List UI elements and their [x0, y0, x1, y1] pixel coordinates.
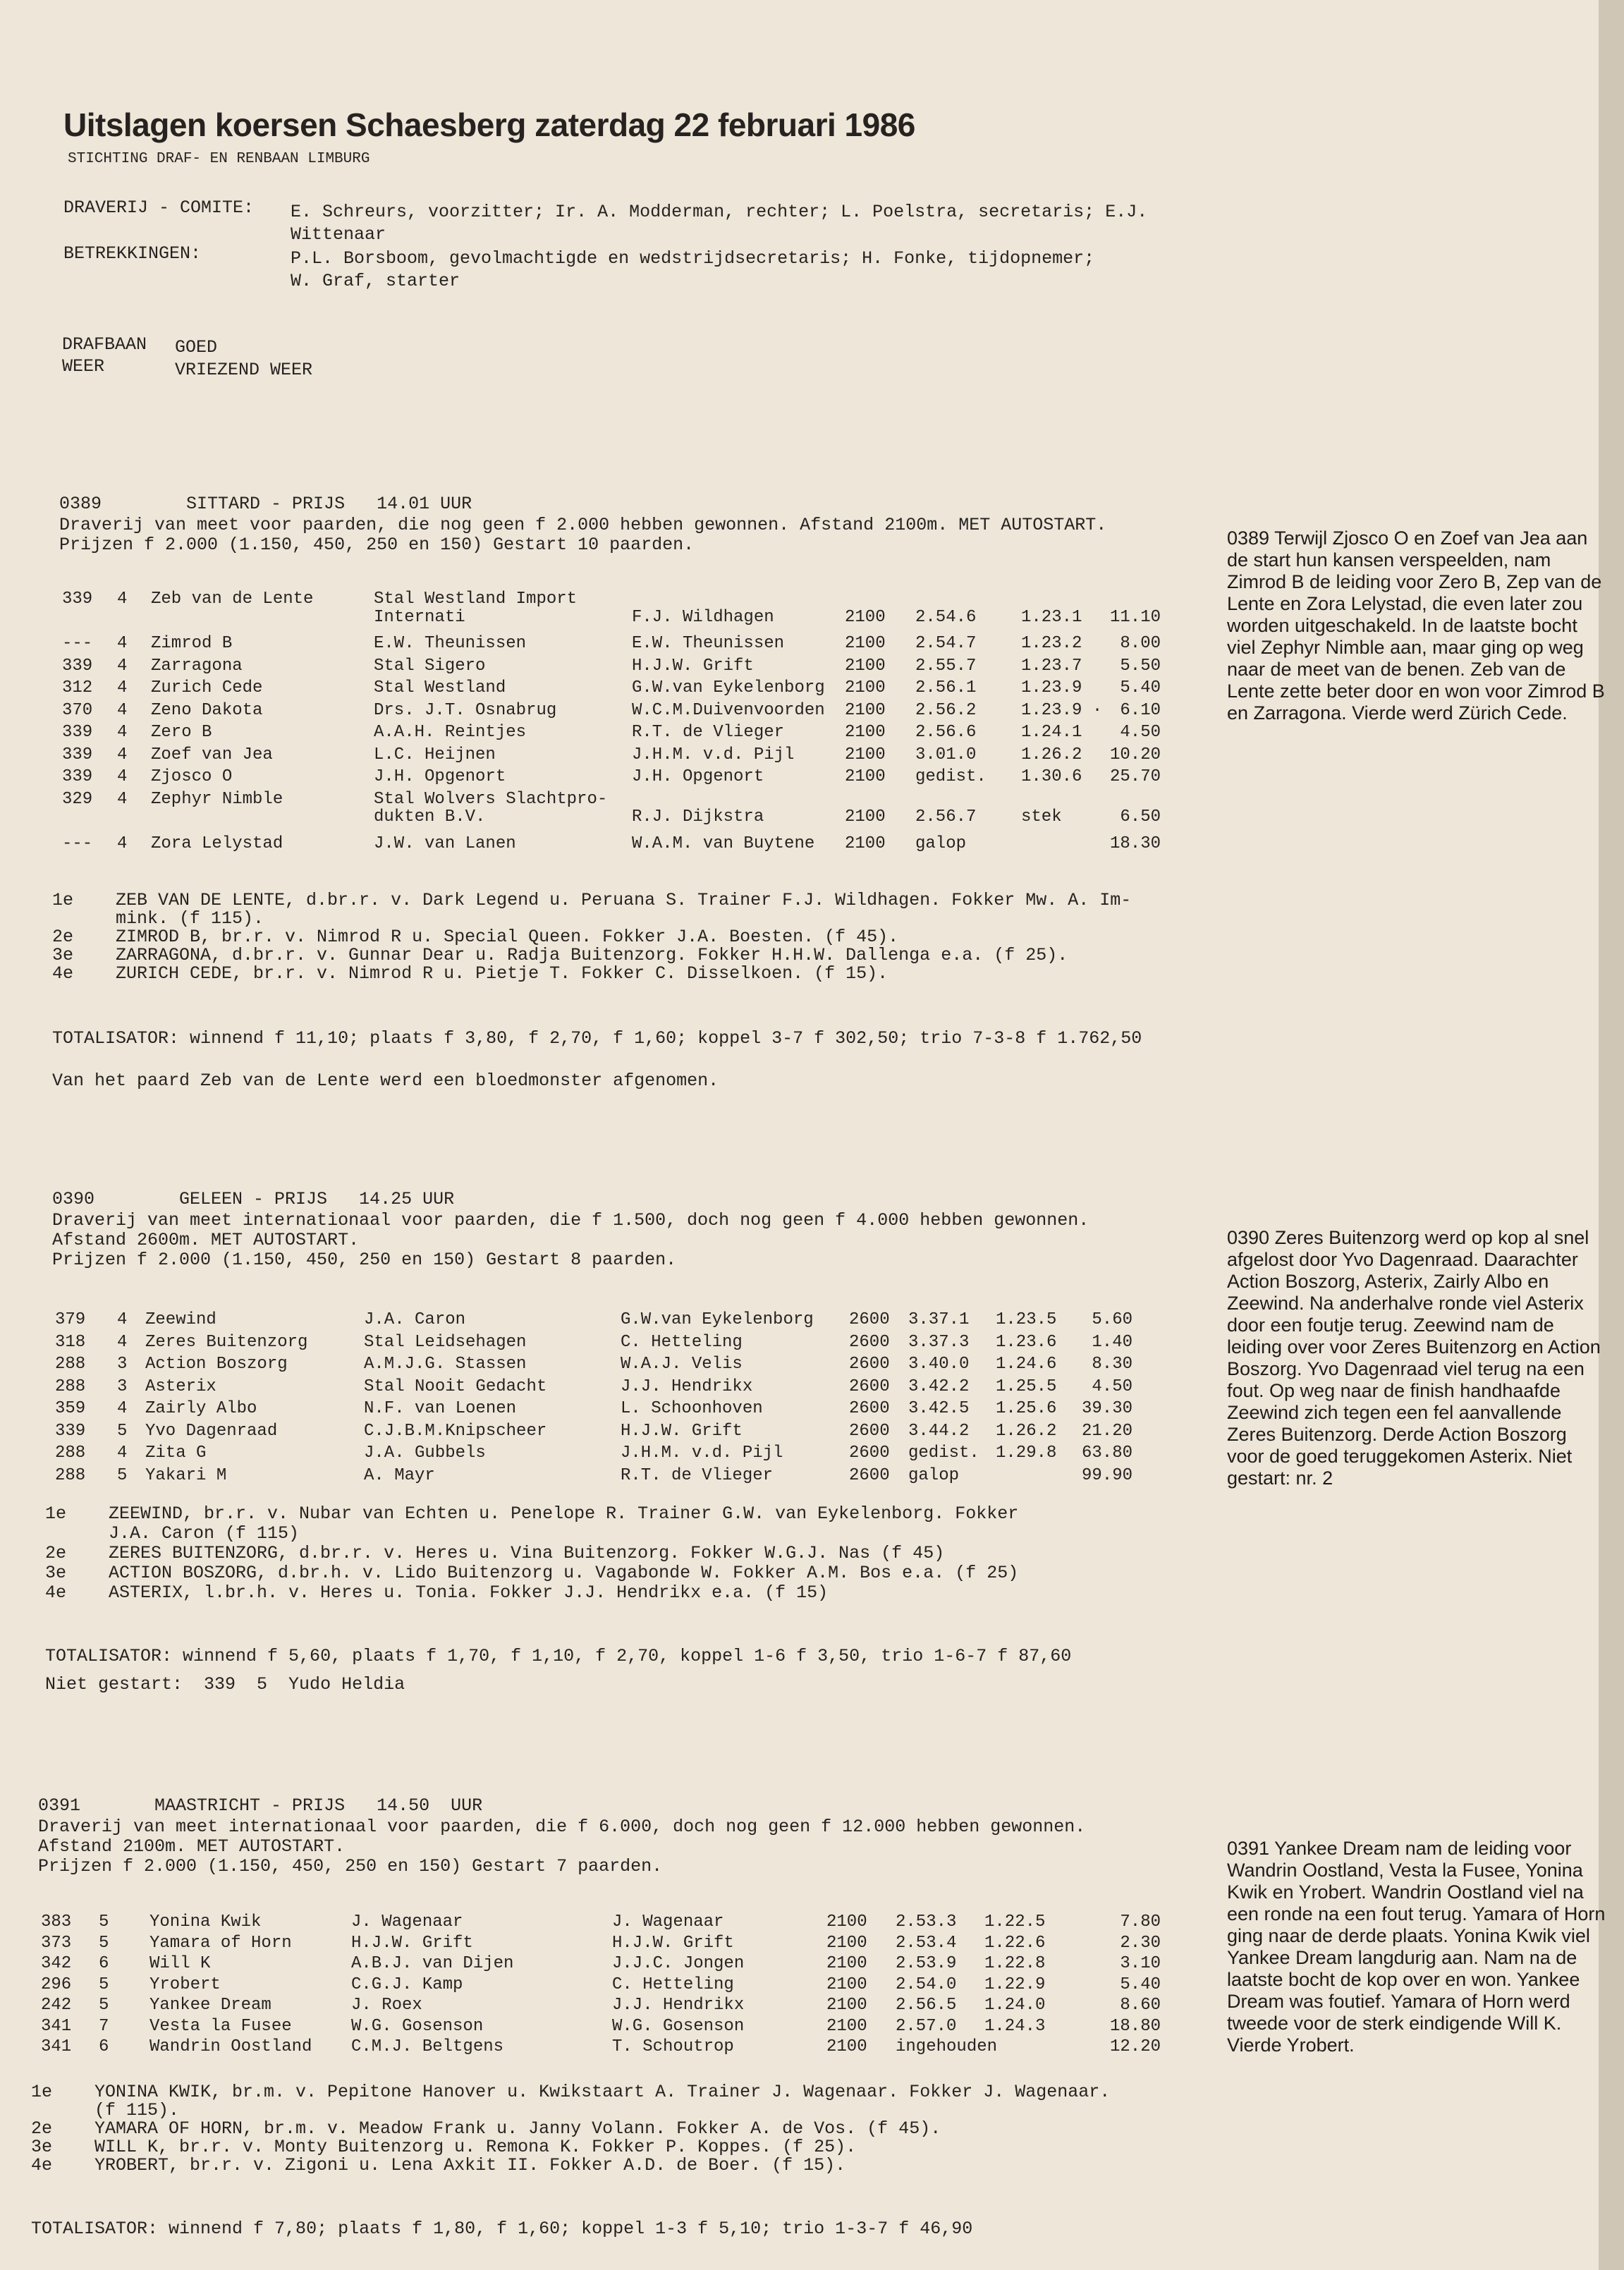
- race-conditions: Prijzen f 2.000 (1.150, 450, 250 en 150) Gestart 8 paarden.: [52, 1250, 677, 1270]
- comite-text: E. Schreurs, voorzitter; Ir. A. Modderman, rechter; L. Poelstra, secretaris; E.J.: [291, 202, 1148, 222]
- result-owner: dukten B.V.: [374, 807, 486, 826]
- result-time: 2.54.7: [915, 634, 977, 653]
- result-time: ingehouden: [896, 2037, 998, 2056]
- result-rating: 288: [55, 1355, 86, 1374]
- placing-rank: 4e: [31, 2155, 53, 2176]
- result-rating: 373: [41, 1933, 72, 1953]
- result-time: 2.53.3: [896, 1912, 957, 1932]
- result-horse-name: Zairly Albo: [145, 1399, 257, 1418]
- result-horse-name: Yvo Dagenraad: [145, 1421, 278, 1441]
- result-age: 4: [117, 1310, 128, 1329]
- comite-label: DRAVERIJ - COMITE:: [63, 197, 255, 218]
- race-note: Van het paard Zeb van de Lente werd een bloedmonster afgenomen.: [52, 1070, 719, 1091]
- placing-text: ZARRAGONA, d.br.r. v. Gunnar Dear u. Radja Buitenzorg. Fokker H.H.W. Dallenga e.a. (f 25).: [116, 945, 1068, 965]
- result-km-time: 1.24.6: [996, 1355, 1057, 1374]
- result-km-time: 1.23.9: [1021, 678, 1082, 697]
- result-distance: 2100: [826, 1912, 867, 1932]
- result-distance: 2100: [826, 2037, 867, 2056]
- drafbaan-label: DRAFBAAN: [62, 334, 147, 355]
- result-owner: J.A. Gubbels: [364, 1444, 486, 1463]
- result-odds: 18.80: [1109, 2016, 1161, 2036]
- result-rating: 296: [41, 1975, 72, 1994]
- result-time: gedist.: [908, 1444, 979, 1463]
- result-time: 2.53.9: [896, 1954, 957, 1973]
- placing-text: ZURICH CEDE, br.r. v. Nimrod R u. Pietje T. Fokker C. Disselkoen. (f 15).: [116, 963, 889, 984]
- result-owner: J.H. Opgenort: [374, 767, 506, 786]
- drafbaan-value: GOED: [175, 337, 218, 358]
- race-header: 0389 SITTARD - PRIJS 14.01 UUR: [59, 494, 472, 514]
- result-distance: 2600: [849, 1310, 890, 1329]
- result-odds: 5.40: [1120, 1975, 1161, 1994]
- result-owner: C.J.B.M.Knipscheer: [364, 1421, 547, 1441]
- totalisator: TOTALISATOR: winnend f 11,10; plaats f 3,80, f 2,70, f 1,60; koppel 3-7 f 302,50; trio 7-3-8 f 1.762,50: [52, 1028, 1142, 1049]
- result-odds: 3.10: [1120, 1954, 1161, 1973]
- result-rating: 288: [55, 1465, 86, 1485]
- result-age: 5: [99, 1996, 109, 2015]
- placing-text: (f 115).: [94, 2100, 180, 2121]
- result-odds: 7.80: [1120, 1912, 1161, 1932]
- betrekkingen-label: BETREKKINGEN:: [63, 243, 202, 264]
- weer-value: VRIEZEND WEER: [175, 360, 313, 380]
- result-time: 3.37.3: [908, 1332, 970, 1352]
- result-rating: 379: [55, 1310, 86, 1329]
- page-title: Uitslagen koersen Schaesberg zaterdag 22 februari 1986: [63, 106, 915, 143]
- result-rating: 359: [55, 1399, 86, 1418]
- result-distance: 2100: [826, 2016, 867, 2036]
- result-distance: 2100: [826, 1933, 867, 1953]
- totalisator: TOTALISATOR: winnend f 7,80; plaats f 1,80, f 1,60; koppel 1-3 f 5,10; trio 1-3-7 f 46,90: [31, 2219, 973, 2239]
- result-owner: Stal Wolvers Slachtpro-: [374, 789, 608, 809]
- result-odds: 25.70: [1109, 767, 1161, 786]
- result-odds: 5.40: [1120, 678, 1161, 697]
- result-driver: J. Wagenaar: [612, 1912, 724, 1932]
- result-rating: 339: [62, 590, 93, 609]
- placing-rank: 1e: [52, 890, 74, 910]
- result-age: 4: [117, 700, 128, 720]
- result-owner: J. Roex: [351, 1996, 422, 2015]
- result-rating: 339: [55, 1421, 86, 1441]
- result-owner: Stal Leidsehagen: [364, 1332, 527, 1352]
- result-horse-name: Action Boszorg: [145, 1355, 288, 1374]
- result-horse-name: Zeres Buitenzorg: [145, 1332, 308, 1352]
- result-distance: 2100: [845, 656, 886, 676]
- result-time: 2.56.1: [915, 678, 977, 697]
- placing-rank: 4e: [52, 963, 74, 984]
- result-time: 3.40.0: [908, 1355, 970, 1374]
- result-time: 2.53.4: [896, 1933, 957, 1953]
- result-driver: G.W.van Eykelenborg: [632, 678, 825, 697]
- placing-text: YONINA KWIK, br.m. v. Pepitone Hanover u. Kwikstaart A. Trainer J. Wagenaar. Fokker J. Wagenaar.: [94, 2082, 1111, 2102]
- result-driver: G.W.van Eykelenborg: [621, 1310, 814, 1329]
- result-distance: 2600: [849, 1465, 890, 1485]
- result-odds: 4.50: [1120, 723, 1161, 742]
- result-owner: J.W. van Lanen: [374, 834, 516, 853]
- result-driver: E.W. Theunissen: [632, 634, 785, 653]
- result-age: 5: [99, 1912, 109, 1932]
- result-owner: W.G. Gosenson: [351, 2016, 484, 2036]
- result-odds: 4.50: [1092, 1377, 1132, 1396]
- result-odds: 8.60: [1120, 1996, 1161, 2015]
- result-distance: 2100: [826, 1954, 867, 1973]
- result-odds: 8.30: [1092, 1355, 1132, 1374]
- result-horse-name: Zero B: [151, 723, 212, 742]
- result-time: 2.56.5: [896, 1996, 957, 2015]
- result-driver: R.T. de Vlieger: [621, 1465, 774, 1485]
- result-time: 2.57.0: [896, 2016, 957, 2036]
- result-age: 4: [117, 789, 128, 809]
- result-owner: Stal Westland: [374, 678, 506, 697]
- result-distance: 2100: [826, 1975, 867, 1994]
- placing-text: ASTERIX, l.br.h. v. Heres u. Tonia. Fokker J.J. Hendrikx e.a. (f 15): [109, 1582, 829, 1603]
- result-owner: A. Mayr: [364, 1465, 435, 1485]
- result-km-time: 1.23.9 ·: [1021, 700, 1103, 720]
- result-distance: 2100: [845, 678, 886, 697]
- placing-text: WILL K, br.r. v. Monty Buitenzorg u. Remona K. Fokker P. Koppes. (f 25).: [94, 2137, 857, 2157]
- placing-text: YAMARA OF HORN, br.m. v. Meadow Frank u. Janny Volann. Fokker A. de Vos. (f 45).: [94, 2118, 941, 2139]
- result-odds: 6.10: [1120, 700, 1161, 720]
- result-rating: ---: [62, 634, 93, 653]
- result-odds: 63.80: [1081, 1444, 1132, 1463]
- result-age: 6: [99, 2037, 109, 2056]
- placing-rank: 3e: [45, 1563, 67, 1583]
- result-distance: 2600: [849, 1377, 890, 1396]
- race-header: 0391 MAASTRICHT - PRIJS 14.50 UUR: [38, 1795, 483, 1816]
- result-age: 3: [117, 1355, 128, 1374]
- result-rating: 288: [55, 1377, 86, 1396]
- result-age: 4: [117, 1332, 128, 1352]
- result-time: 2.54.6: [915, 607, 977, 627]
- result-rating: 288: [55, 1444, 86, 1463]
- race-conditions: Prijzen f 2.000 (1.150, 450, 250 en 150) Gestart 7 paarden.: [38, 1856, 663, 1877]
- result-km-time: 1.26.2: [1021, 745, 1082, 764]
- result-odds: 11.10: [1109, 607, 1161, 627]
- result-odds: 99.90: [1081, 1465, 1132, 1485]
- result-odds: 12.20: [1109, 2037, 1161, 2056]
- page-subtitle: STICHTING DRAF- EN RENBAAN LIMBURG: [68, 151, 370, 167]
- result-horse-name: Zimrod B: [151, 634, 233, 653]
- placing-rank: 3e: [31, 2137, 53, 2157]
- result-odds: 1.40: [1092, 1332, 1132, 1352]
- result-age: 4: [117, 834, 128, 853]
- result-km-time: 1.23.7: [1021, 656, 1082, 676]
- result-rating: 341: [41, 2016, 72, 2036]
- result-odds: 21.20: [1081, 1421, 1132, 1441]
- result-age: 4: [117, 745, 128, 764]
- result-rating: 339: [62, 656, 93, 676]
- result-rating: 339: [62, 745, 93, 764]
- result-rating: 318: [55, 1332, 86, 1352]
- result-km-time: 1.24.0: [984, 1996, 1046, 2015]
- result-time: gedist.: [915, 767, 987, 786]
- result-time: galop: [908, 1465, 960, 1485]
- result-km-time: 1.26.2: [996, 1421, 1057, 1441]
- result-time: 3.01.0: [915, 745, 977, 764]
- result-rating: 383: [41, 1912, 72, 1932]
- result-age: 4: [117, 1444, 128, 1463]
- result-distance: 2100: [845, 700, 886, 720]
- placing-text: ZEB VAN DE LENTE, d.br.r. v. Dark Legend u. Peruana S. Trainer F.J. Wildhagen. Fokker Mw. A. Im-: [116, 890, 1132, 910]
- result-horse-name: Zarragona: [151, 656, 243, 676]
- comite-text-2: Wittenaar: [291, 224, 386, 245]
- result-horse-name: Zoef van Jea: [151, 745, 273, 764]
- result-distance: 2600: [849, 1421, 890, 1441]
- result-driver: F.J. Wildhagen: [632, 607, 774, 627]
- result-distance: 2600: [849, 1332, 890, 1352]
- result-odds: 2.30: [1120, 1933, 1161, 1953]
- result-horse-name: Zeno Dakota: [151, 700, 263, 720]
- result-age: 4: [117, 723, 128, 742]
- result-owner: A.B.J. van Dijen: [351, 1954, 514, 1973]
- result-driver: W.A.J. Velis: [621, 1355, 743, 1374]
- result-owner: N.F. van Loenen: [364, 1399, 517, 1418]
- result-km-time: 1.25.5: [996, 1377, 1057, 1396]
- result-age: 4: [117, 634, 128, 653]
- result-owner: C.G.J. Kamp: [351, 1975, 463, 1994]
- result-rating: 339: [62, 767, 93, 786]
- result-time: 3.42.5: [908, 1399, 970, 1418]
- result-driver: L. Schoonhoven: [621, 1399, 763, 1418]
- result-horse-name: Yamara of Horn: [149, 1933, 292, 1953]
- result-driver: T. Schoutrop: [612, 2037, 734, 2056]
- result-time: 3.44.2: [908, 1421, 970, 1441]
- result-time: 3.37.1: [908, 1310, 970, 1329]
- result-time: 2.55.7: [915, 656, 977, 676]
- placing-text: YROBERT, br.r. v. Zigoni u. Lena Axkit II. Fokker A.D. de Boer. (f 15).: [94, 2155, 846, 2176]
- result-age: 5: [99, 1975, 109, 1994]
- placing-rank: 2e: [31, 2118, 53, 2139]
- result-km-time: 1.22.6: [984, 1933, 1046, 1953]
- result-horse-name: Zora Lelystad: [151, 834, 283, 853]
- result-driver: J.H.M. v.d. Pijl: [632, 745, 795, 764]
- placing-text: J.A. Caron (f 115): [109, 1523, 300, 1544]
- result-driver: H.J.W. Grift: [632, 656, 754, 676]
- result-rating: 339: [62, 723, 93, 742]
- result-age: 4: [117, 678, 128, 697]
- result-owner: A.A.H. Reintjes: [374, 723, 527, 742]
- weer-label: WEER: [62, 356, 105, 377]
- result-age: 5: [117, 1421, 128, 1441]
- result-horse-name: Yankee Dream: [149, 1996, 271, 2015]
- result-owner: J. Wagenaar: [351, 1912, 463, 1932]
- race-header: 0390 GELEEN - PRIJS 14.25 UUR: [52, 1189, 455, 1209]
- result-owner: A.M.J.G. Stassen: [364, 1355, 527, 1374]
- result-driver: R.J. Dijkstra: [632, 807, 764, 826]
- betrekkingen-text-2: W. Graf, starter: [291, 271, 460, 291]
- result-age: 4: [117, 656, 128, 676]
- race-note: Niet gestart: 339 5 Yudo Heldia: [45, 1674, 405, 1695]
- result-driver: J.H.M. v.d. Pijl: [621, 1444, 783, 1463]
- result-rating: 341: [41, 2037, 72, 2056]
- result-km-time: 1.23.5: [996, 1310, 1057, 1329]
- result-rating: 342: [41, 1954, 72, 1973]
- placing-text: ACTION BOSZORG, d.br.h. v. Lido Buitenzorg u. Vagabonde W. Fokker A.M. Bos e.a. (f 25): [109, 1563, 1019, 1583]
- placing-text: ZIMROD B, br.r. v. Nimrod R u. Special Queen. Fokker J.A. Boesten. (f 45).: [116, 927, 899, 947]
- betrekkingen-text: P.L. Borsboom, gevolmachtigde en wedstrijdsecretaris; H. Fonke, tijdopnemer;: [291, 248, 1095, 269]
- result-owner: Drs. J.T. Osnabrug: [374, 700, 557, 720]
- result-distance: 2600: [849, 1444, 890, 1463]
- result-driver: J.J. Hendrikx: [621, 1377, 753, 1396]
- result-horse-name: Zurich Cede: [151, 678, 263, 697]
- result-distance: 2100: [845, 634, 886, 653]
- result-owner: E.W. Theunissen: [374, 634, 527, 653]
- result-km-time: 1.24.1: [1021, 723, 1082, 742]
- result-driver: W.C.M.Duivenvoorden: [632, 700, 825, 720]
- result-km-time: 1.22.8: [984, 1954, 1046, 1973]
- result-driver: J.J. Hendrikx: [612, 1996, 745, 2015]
- result-odds: 5.60: [1092, 1310, 1132, 1329]
- result-time: 2.56.7: [915, 807, 977, 826]
- race-conditions: Draverij van meet internationaal voor paarden, die f 6.000, doch nog geen f 12.000 hebben gewonnen.: [38, 1817, 1086, 1837]
- placing-rank: 4e: [45, 1582, 67, 1603]
- result-owner: C.M.J. Beltgens: [351, 2037, 504, 2056]
- result-driver: R.T. de Vlieger: [632, 723, 785, 742]
- result-distance: 2600: [849, 1399, 890, 1418]
- result-km-time: 1.22.9: [984, 1975, 1046, 1994]
- race-conditions: Draverij van meet internationaal voor paarden, die f 1.500, doch nog geen f 4.000 hebben gewonnen.: [52, 1210, 1089, 1231]
- result-distance: 2100: [845, 767, 886, 786]
- result-driver: W.G. Gosenson: [612, 2016, 745, 2036]
- result-horse-name: Wandrin Oostland: [149, 2037, 312, 2056]
- result-horse-name: Yakari M: [145, 1465, 227, 1485]
- result-distance: 2100: [826, 1996, 867, 2015]
- result-rating: 312: [62, 678, 93, 697]
- result-horse-name: Zita G: [145, 1444, 207, 1463]
- result-km-time: 1.23.2: [1021, 634, 1082, 653]
- result-horse-name: Zeewind: [145, 1310, 216, 1329]
- race-conditions: Prijzen f 2.000 (1.150, 450, 250 en 150) Gestart 10 paarden.: [59, 535, 695, 555]
- placing-text: ZEEWIND, br.r. v. Nubar van Echten u. Penelope R. Trainer G.W. van Eykelenborg. Fokker: [109, 1503, 1019, 1524]
- result-odds: 5.50: [1120, 656, 1161, 676]
- result-distance: 2600: [849, 1355, 890, 1374]
- race-report: 0389 Terwijl Zjosco O en Zoef van Jea aan de start hun kansen verspeelden, nam Zimrod B de leiding voor Zero B, Zep van de Lente en Zora Lelystad, die even later zou worden uitgeschakeld. In de laatste bocht viel Zephyr Nimble aan, maar ging op weg naar de meet van de benen. Zeb van de Lente zette beter door en won voor Zimrod B en Zarragona. Vierde werd Zürich Cede.: [1227, 527, 1605, 724]
- result-km-time: 1.29.8: [996, 1444, 1057, 1463]
- result-driver: J.J.C. Jongen: [612, 1954, 745, 1973]
- result-driver: W.A.M. van Buytene: [632, 834, 815, 853]
- result-horse-name: Zephyr Nimble: [151, 789, 283, 809]
- result-odds: 39.30: [1081, 1399, 1132, 1418]
- totalisator: TOTALISATOR: winnend f 5,60, plaats f 1,70, f 1,10, f 2,70, koppel 1-6 f 3,50, trio 1-6-7 f 87,60: [45, 1646, 1072, 1666]
- result-age: 3: [117, 1377, 128, 1396]
- result-km-time: stek: [1021, 807, 1062, 826]
- placing-rank: 3e: [52, 945, 74, 965]
- result-distance: 2100: [845, 607, 886, 627]
- result-odds: 8.00: [1120, 634, 1161, 653]
- result-driver: H.J.W. Grift: [621, 1421, 743, 1441]
- result-time: 2.56.6: [915, 723, 977, 742]
- result-time: 2.54.0: [896, 1975, 957, 1994]
- race-conditions: Draverij van meet voor paarden, die nog geen f 2.000 hebben gewonnen. Afstand 2100m. MET AUTOSTART.: [59, 515, 1107, 535]
- result-rating: 329: [62, 789, 93, 809]
- result-distance: 2100: [845, 834, 886, 853]
- result-rating: 242: [41, 1996, 72, 2015]
- result-age: 4: [117, 1399, 128, 1418]
- result-owner: H.J.W. Grift: [351, 1933, 473, 1953]
- placing-text: ZERES BUITENZORG, d.br.r. v. Heres u. Vina Buitenzorg. Fokker W.G.J. Nas (f 45): [109, 1543, 945, 1563]
- result-age: 5: [99, 1933, 109, 1953]
- result-driver: H.J.W. Grift: [612, 1933, 734, 1953]
- placing-rank: 2e: [52, 927, 74, 947]
- result-km-time: 1.23.6: [996, 1332, 1057, 1352]
- result-age: 4: [117, 767, 128, 786]
- placing-rank: 2e: [45, 1543, 67, 1563]
- result-age: 4: [117, 590, 128, 609]
- result-horse-name: Asterix: [145, 1377, 216, 1396]
- result-km-time: 1.22.5: [984, 1912, 1046, 1932]
- result-time: 3.42.2: [908, 1377, 970, 1396]
- race-conditions: Afstand 2600m. MET AUTOSTART.: [52, 1230, 360, 1250]
- result-owner: J.A. Caron: [364, 1310, 466, 1329]
- result-owner: L.C. Heijnen: [374, 745, 496, 764]
- result-odds: 18.30: [1109, 834, 1161, 853]
- placing-text: mink. (f 115).: [116, 908, 264, 929]
- result-owner: Internati: [374, 607, 465, 627]
- result-distance: 2100: [845, 723, 886, 742]
- result-owner: Stal Nooit Gedacht: [364, 1377, 547, 1396]
- race-report: 0390 Zeres Buitenzorg werd op kop al snel afgelost door Yvo Dagenraad. Daarachter Action Boszorg, Asterix, Zairly Albo en Zeewind. Na anderhalve ronde viel Asterix door een foutje terug. Zeewind nam de leiding over voor Zeres Buitenzorg en Action Boszorg. Yvo Dagenraad viel terug na een fout. Op weg naar de finish handhaafde Zeewind zich tegen een fel aanvallende Zeres Buitenzorg. Derde Action Boszorg voor de goed teruggekomen Asterix. Niet gestart: nr. 2: [1227, 1227, 1601, 1489]
- result-horse-name: Yonina Kwik: [149, 1912, 262, 1932]
- result-owner: Stal Westland Import: [374, 590, 578, 609]
- result-owner: Stal Sigero: [374, 656, 486, 676]
- placing-rank: 1e: [31, 2082, 53, 2102]
- result-odds: 10.20: [1109, 745, 1161, 764]
- result-horse-name: Zeb van de Lente: [151, 590, 314, 609]
- result-rating: ---: [62, 834, 93, 853]
- race-conditions: Afstand 2100m. MET AUTOSTART.: [38, 1836, 346, 1857]
- result-distance: 2100: [845, 745, 886, 764]
- result-driver: J.H. Opgenort: [632, 767, 764, 786]
- result-time: galop: [915, 834, 967, 853]
- result-odds: 6.50: [1120, 807, 1161, 826]
- placing-rank: 1e: [45, 1503, 67, 1524]
- result-horse-name: Yrobert: [149, 1975, 221, 1994]
- result-horse-name: Zjosco O: [151, 767, 233, 786]
- result-km-time: 1.24.3: [984, 2016, 1046, 2036]
- result-age: 7: [99, 2016, 109, 2036]
- result-age: 6: [99, 1954, 109, 1973]
- result-km-time: 1.25.6: [996, 1399, 1057, 1418]
- result-driver: C. Hetteling: [612, 1975, 734, 1994]
- result-driver: C. Hetteling: [621, 1332, 743, 1352]
- result-horse-name: Vesta la Fusee: [149, 2016, 292, 2036]
- result-km-time: 1.30.6: [1021, 767, 1082, 786]
- result-km-time: 1.23.1: [1021, 607, 1082, 627]
- result-time: 2.56.2: [915, 700, 977, 720]
- race-report: 0391 Yankee Dream nam de leiding voor Wandrin Oostland, Vesta la Fusee, Yonina Kwik en Yrobert. Wandrin Oostland viel na een ronde na een fout terug. Yamara of Horn ging naar de derde plaats. Yonina Kwik viel Yankee Dream langdurig aan. Nam na de laatste bocht de kop over en won. Yankee Dream was foutief. Yamara of Horn werd tweede voor de sterk eindigende Will K. Vierde Yrobert.: [1227, 1838, 1606, 2056]
- result-rating: 370: [62, 700, 93, 720]
- result-age: 5: [117, 1465, 128, 1485]
- result-horse-name: Will K: [149, 1954, 211, 1973]
- result-distance: 2100: [845, 807, 886, 826]
